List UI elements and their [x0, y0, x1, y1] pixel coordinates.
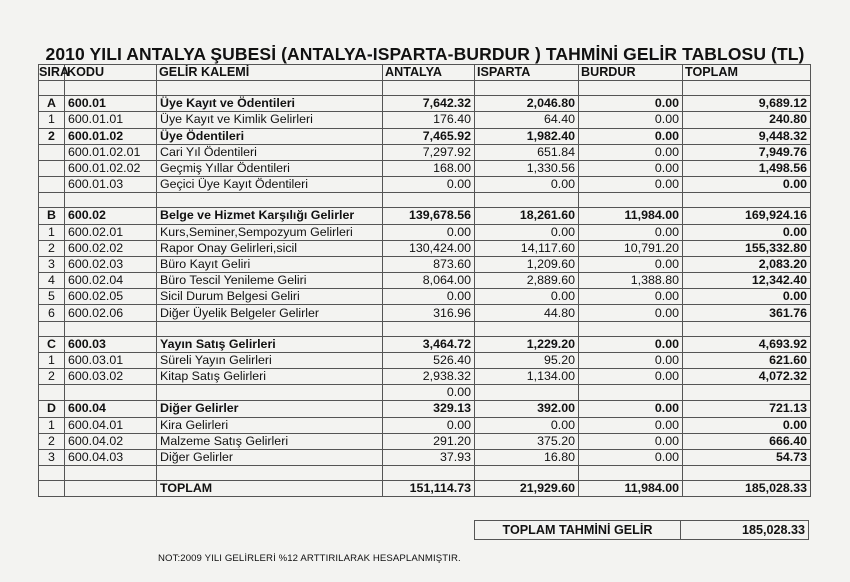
cell-burdur: 0.00 — [579, 449, 683, 465]
cell-burdur: 0.00 — [579, 256, 683, 272]
cell-isparta: 2,046.80 — [475, 96, 579, 112]
cell-kodu — [65, 466, 157, 481]
cell-isparta: 0.00 — [475, 417, 579, 433]
cell-kalem — [157, 321, 383, 336]
table-row — [39, 449, 811, 465]
cell-toplam: 361.76 — [683, 305, 811, 321]
cell-toplam: 12,342.40 — [683, 273, 811, 289]
table-row — [39, 385, 811, 401]
cell-kalem: Büro Kayıt Geliri — [157, 256, 383, 272]
cell-antalya: 8,064.00 — [383, 273, 475, 289]
table-row — [39, 240, 811, 256]
cell-burdur: 0.00 — [579, 112, 683, 128]
cell-isparta: 1,982.40 — [475, 128, 579, 144]
cell-kodu: 600.04.01 — [65, 417, 157, 433]
cell-kodu: 600.02 — [65, 208, 157, 224]
cell-toplam: 666.40 — [683, 433, 811, 449]
cell-kalem: Rapor Onay Gelirleri,sicil — [157, 240, 383, 256]
cell-toplam — [683, 321, 811, 336]
cell-kodu: 600.02.02 — [65, 240, 157, 256]
cell-burdur: 1,388.80 — [579, 273, 683, 289]
cell-isparta: 2,889.60 — [475, 273, 579, 289]
cell-kalem: Diğer Gelirler — [157, 401, 383, 417]
cell-kalem: Üye Kayıt ve Kimlik Gelirleri — [157, 112, 383, 128]
cell-sira: B — [39, 208, 65, 224]
cell-kalem — [157, 193, 383, 208]
cell-antalya: 7,297.92 — [383, 144, 475, 160]
cell-sira: 6 — [39, 305, 65, 321]
cell-antalya — [383, 466, 475, 481]
cell-isparta: 0.00 — [475, 177, 579, 193]
table-row — [39, 369, 811, 385]
cell-isparta: 651.84 — [475, 144, 579, 160]
cell-burdur: 0.00 — [579, 401, 683, 417]
cell-antalya: 3,464.72 — [383, 336, 475, 352]
cell-kodu: 600.02.05 — [65, 289, 157, 305]
cell-toplam — [683, 466, 811, 481]
header-row — [39, 65, 811, 81]
cell-isparta: 1,209.60 — [475, 256, 579, 272]
cell-kalem — [157, 466, 383, 481]
cell-kalem: Üye Ödentileri — [157, 128, 383, 144]
cell-isparta — [475, 81, 579, 96]
cell-isparta: 95.20 — [475, 352, 579, 368]
cell-sira: 2 — [39, 433, 65, 449]
header-burdur: BURDUR — [579, 65, 683, 81]
cell-toplam: 1,498.56 — [683, 160, 811, 176]
cell-isparta: 1,330.56 — [475, 160, 579, 176]
cell-toplam: 4,072.32 — [683, 369, 811, 385]
cell-toplam: 9,448.32 — [683, 128, 811, 144]
table-row — [39, 96, 811, 112]
cell-toplam: 9,689.12 — [683, 96, 811, 112]
cell-burdur: 0.00 — [579, 289, 683, 305]
table-row — [39, 433, 811, 449]
cell-sira: 2 — [39, 369, 65, 385]
table-row — [39, 224, 811, 240]
cell-toplam: 7,949.76 — [683, 144, 811, 160]
cell-burdur: 0.00 — [579, 336, 683, 352]
cell-sira: 4 — [39, 273, 65, 289]
cell-isparta: 44.80 — [475, 305, 579, 321]
cell-toplam — [683, 193, 811, 208]
cell-kodu: 600.01.01 — [65, 112, 157, 128]
cell-burdur — [579, 81, 683, 96]
cell-antalya: 873.60 — [383, 256, 475, 272]
cell-kalem: Kitap Satış Gelirleri — [157, 369, 383, 385]
cell-isparta: 0.00 — [475, 224, 579, 240]
cell-kalem: Sicil Durum Belgesi Geliri — [157, 289, 383, 305]
cell-kodu: 600.01.02.01 — [65, 144, 157, 160]
cell-antalya: 329.13 — [383, 401, 475, 417]
cell-toplam: 0.00 — [683, 417, 811, 433]
table-row — [39, 193, 811, 208]
cell-toplam: 621.60 — [683, 352, 811, 368]
cell-sira: 3 — [39, 449, 65, 465]
cell-kalem: Geçmiş Yıllar Ödentileri — [157, 160, 383, 176]
table-row — [39, 352, 811, 368]
cell-sira: C — [39, 336, 65, 352]
cell-kodu: 600.04 — [65, 401, 157, 417]
cell-kodu: 600.01.03 — [65, 177, 157, 193]
cell-isparta — [475, 193, 579, 208]
cell-isparta — [475, 466, 579, 481]
cell-toplam: 0.00 — [683, 289, 811, 305]
cell-burdur: 0.00 — [579, 177, 683, 193]
table-row — [39, 160, 811, 176]
cell-kodu: 600.02.01 — [65, 224, 157, 240]
cell-sira: 2 — [39, 128, 65, 144]
cell-isparta: 18,261.60 — [475, 208, 579, 224]
cell-kalem: Kurs,Seminer,Sempozyum Gelirleri — [157, 224, 383, 240]
cell-antalya: 168.00 — [383, 160, 475, 176]
cell-kodu — [65, 193, 157, 208]
cell-burdur: 0.00 — [579, 417, 683, 433]
cell-toplam: 0.00 — [683, 177, 811, 193]
cell-sira — [39, 193, 65, 208]
cell-toplam: 155,332.80 — [683, 240, 811, 256]
cell-isparta: 392.00 — [475, 401, 579, 417]
total-toplam: 185,028.33 — [683, 481, 811, 497]
cell-toplam: 2,083.20 — [683, 256, 811, 272]
cell-antalya: 37.93 — [383, 449, 475, 465]
cell-burdur: 0.00 — [579, 144, 683, 160]
cell-burdur — [579, 193, 683, 208]
cell-kalem: Büro Tescil Yenileme Geliri — [157, 273, 383, 289]
cell-kalem: Malzeme Satış Gelirleri — [157, 433, 383, 449]
summary-box — [474, 520, 809, 540]
cell-kalem: Kira Gelirleri — [157, 417, 383, 433]
cell-kodu: 600.02.03 — [65, 256, 157, 272]
cell-sira — [39, 385, 65, 401]
cell-toplam: 721.13 — [683, 401, 811, 417]
cell-kalem: Diğer Gelirler — [157, 449, 383, 465]
cell-kodu: 600.02.06 — [65, 305, 157, 321]
summary-label: TOPLAM TAHMİNİ GELİR — [475, 521, 681, 539]
cell-antalya: 139,678.56 — [383, 208, 475, 224]
cell-sira: 1 — [39, 352, 65, 368]
cell-kalem — [157, 385, 383, 401]
cell-toplam: 54.73 — [683, 449, 811, 465]
total-burdur: 11,984.00 — [579, 481, 683, 497]
cell-sira: 2 — [39, 240, 65, 256]
page-title: 2010 YILI ANTALYA ŞUBESİ (ANTALYA-ISPARTA-BURDUR ) TAHMİNİ GELİR TABLOSU (TL) — [45, 44, 805, 64]
total-antalya: 151,114.73 — [383, 481, 475, 497]
table-row — [39, 289, 811, 305]
cell-kodu: 600.03 — [65, 336, 157, 352]
cell-sira — [39, 466, 65, 481]
cell-burdur: 0.00 — [579, 96, 683, 112]
cell-kalem: Geçici Üye Kayıt Ödentileri — [157, 177, 383, 193]
cell-isparta: 1,229.20 — [475, 336, 579, 352]
cell-isparta: 16.80 — [475, 449, 579, 465]
cell-kalem: Üye Kayıt ve Ödentileri — [157, 96, 383, 112]
table-row — [39, 112, 811, 128]
cell-antalya: 0.00 — [383, 224, 475, 240]
income-table — [38, 64, 811, 497]
cell-sira — [39, 177, 65, 193]
total-sira — [39, 481, 65, 497]
total-kodu — [65, 481, 157, 497]
cell-kodu: 600.04.03 — [65, 449, 157, 465]
cell-kodu — [65, 385, 157, 401]
cell-burdur: 0.00 — [579, 305, 683, 321]
cell-sira: 5 — [39, 289, 65, 305]
cell-kalem: Yayın Satış Gelirleri — [157, 336, 383, 352]
table-body — [39, 81, 811, 481]
summary-value: 185,028.33 — [741, 523, 805, 537]
header-sira: SIRA — [39, 65, 70, 80]
cell-isparta: 64.40 — [475, 112, 579, 128]
cell-isparta: 1,134.00 — [475, 369, 579, 385]
cell-kalem: Diğer Üyelik Belgeler Gelirler — [157, 305, 383, 321]
table-row — [39, 128, 811, 144]
cell-isparta — [475, 385, 579, 401]
header-toplam: TOPLAM — [683, 65, 811, 81]
cell-burdur: 0.00 — [579, 433, 683, 449]
cell-antalya: 291.20 — [383, 433, 475, 449]
cell-kalem: Cari Yıl Ödentileri — [157, 144, 383, 160]
cell-burdur: 10,791.20 — [579, 240, 683, 256]
cell-sira: A — [39, 96, 65, 112]
cell-antalya — [383, 193, 475, 208]
header-kodu: KODU — [65, 65, 157, 81]
cell-sira — [39, 160, 65, 176]
table-row — [39, 417, 811, 433]
table-row — [39, 401, 811, 417]
cell-kodu: 600.03.02 — [65, 369, 157, 385]
cell-toplam: 4,693.92 — [683, 336, 811, 352]
cell-toplam — [683, 385, 811, 401]
cell-burdur: 0.00 — [579, 352, 683, 368]
cell-antalya: 526.40 — [383, 352, 475, 368]
cell-burdur: 0.00 — [579, 128, 683, 144]
cell-sira: D — [39, 401, 65, 417]
cell-burdur: 0.00 — [579, 160, 683, 176]
total-label: TOPLAM — [157, 481, 383, 497]
header-kalem: GELİR KALEMİ — [157, 65, 383, 81]
cell-kodu: 600.03.01 — [65, 352, 157, 368]
table-row — [39, 208, 811, 224]
cell-antalya — [383, 321, 475, 336]
table-row — [39, 81, 811, 96]
cell-sira — [39, 144, 65, 160]
cell-kalem: Belge ve Hizmet Karşılığı Gelirler — [157, 208, 383, 224]
cell-sira: 1 — [39, 417, 65, 433]
cell-antalya: 176.40 — [383, 112, 475, 128]
cell-kalem: Süreli Yayın Gelirleri — [157, 352, 383, 368]
cell-isparta: 0.00 — [475, 289, 579, 305]
cell-sira: 1 — [39, 112, 65, 128]
cell-isparta: 14,117.60 — [475, 240, 579, 256]
cell-kodu: 600.02.04 — [65, 273, 157, 289]
cell-kalem — [157, 81, 383, 96]
total-row — [39, 481, 811, 497]
cell-toplam: 0.00 — [683, 224, 811, 240]
cell-sira: 3 — [39, 256, 65, 272]
cell-sira — [39, 81, 65, 96]
table-row — [39, 144, 811, 160]
table-row — [39, 305, 811, 321]
cell-burdur: 0.00 — [579, 224, 683, 240]
cell-antalya: 0.00 — [383, 385, 475, 401]
cell-kodu — [65, 321, 157, 336]
cell-sira — [39, 321, 65, 336]
cell-isparta: 375.20 — [475, 433, 579, 449]
cell-toplam: 240.80 — [683, 112, 811, 128]
cell-kodu: 600.04.02 — [65, 433, 157, 449]
table-row — [39, 321, 811, 336]
cell-antalya: 0.00 — [383, 417, 475, 433]
cell-antalya: 2,938.32 — [383, 369, 475, 385]
table-row — [39, 336, 811, 352]
cell-antalya: 316.96 — [383, 305, 475, 321]
cell-kodu — [65, 81, 157, 96]
cell-kodu: 600.01 — [65, 96, 157, 112]
cell-kodu: 600.01.02 — [65, 128, 157, 144]
table-row — [39, 256, 811, 272]
cell-burdur — [579, 466, 683, 481]
table-row — [39, 273, 811, 289]
header-antalya: ANTALYA — [383, 65, 475, 81]
cell-antalya: 130,424.00 — [383, 240, 475, 256]
table-row — [39, 466, 811, 481]
cell-burdur — [579, 385, 683, 401]
cell-burdur: 11,984.00 — [579, 208, 683, 224]
cell-toplam — [683, 81, 811, 96]
cell-isparta — [475, 321, 579, 336]
cell-toplam: 169,924.16 — [683, 208, 811, 224]
cell-sira: 1 — [39, 224, 65, 240]
cell-burdur — [579, 321, 683, 336]
footnote: NOT:2009 YILI GELİRLERİ %12 ARTTIRILARAK HESAPLANMIŞTIR. — [158, 553, 461, 564]
cell-kodu: 600.01.02.02 — [65, 160, 157, 176]
total-isparta: 21,929.60 — [475, 481, 579, 497]
cell-burdur: 0.00 — [579, 369, 683, 385]
table-row — [39, 177, 811, 193]
cell-antalya: 7,642.32 — [383, 96, 475, 112]
header-isparta: ISPARTA — [475, 65, 579, 81]
cell-antalya: 7,465.92 — [383, 128, 475, 144]
cell-antalya — [383, 81, 475, 96]
cell-antalya: 0.00 — [383, 289, 475, 305]
cell-antalya: 0.00 — [383, 177, 475, 193]
